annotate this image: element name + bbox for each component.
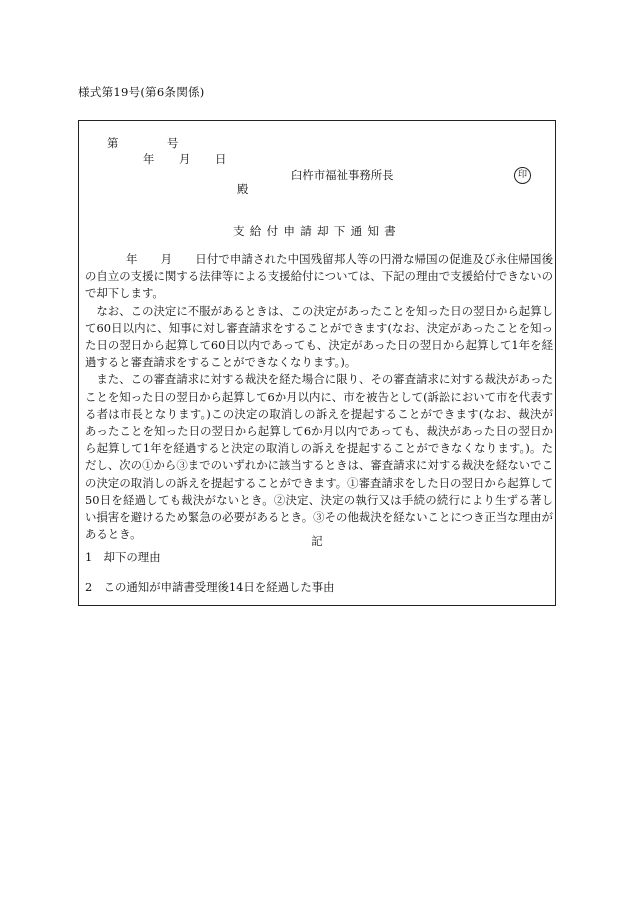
- date-day: 日: [215, 152, 227, 166]
- date-month: 月: [179, 152, 191, 166]
- number-label-dai: 第: [107, 136, 119, 150]
- paragraph-3: また、この審査請求に対する裁決を経た場合に限り、その審査請求に対する裁決があったことを知った日の翌日から起算して6か月以内に、市を被告として(訴訟において市を代表する者は市長となります。)この決定の取消しの訴えを提起することができます(なお、裁決があったことを知った日の翌日から起算して6か月以内であっても、裁決があった日の翌日から起算して1年を経過すると決定の取消しの訴えを提起することができなくなります。)。ただし、次の①から③までのいずれかに該当するときは、審査請求に対する裁決を経ないでこの決定の取消しの訴えを提起することができます。①審査請求をした日の翌日から起算して50日を経過しても裁決がないとき。②決定、決定の執行又は手続の続行により生ずる著しい損害を避けるため緊急の必要があるとき。③その他裁決を経ないことにつき正当な理由があるとき。: [85, 372, 553, 542]
- seal-mark: 印: [514, 167, 531, 184]
- number-label-go: 号: [167, 136, 179, 150]
- date-year: 年: [143, 152, 155, 166]
- recipient-suffix: 殿: [237, 182, 249, 196]
- document-title: 支給付申請却下通知書: [233, 224, 401, 238]
- notice-body: [85, 251, 553, 543]
- issuer-name: 臼杵市福祉事務所長: [291, 168, 394, 182]
- item-2: 2 この通知が申請書受理後14日を経過した事由: [85, 580, 335, 594]
- item-1: 1 却下の理由: [85, 550, 161, 564]
- paragraph-2: なお、この決定に不服があるときは、この決定があったことを知った日の翌日から起算して60日以内に、知事に対し審査請求をすることができます(なお、決定があったことを知った日の翌日から起算して60日以内であっても、決定があった日の翌日から起算して1年を経過すると審査請求をすることができなくなります。)。: [85, 303, 553, 370]
- notice-frame: [78, 120, 556, 606]
- ki-heading: 記: [311, 534, 323, 548]
- form-number: 様式第19号(第6条関係): [78, 85, 205, 99]
- paragraph-1: 年 月 日付で申請された中国残留邦人等の円滑な帰国の促進及び永住帰国後の自立の支援に関する法律等による支援給付については、下記の理由で支援給付できないので却下します。: [85, 252, 553, 301]
